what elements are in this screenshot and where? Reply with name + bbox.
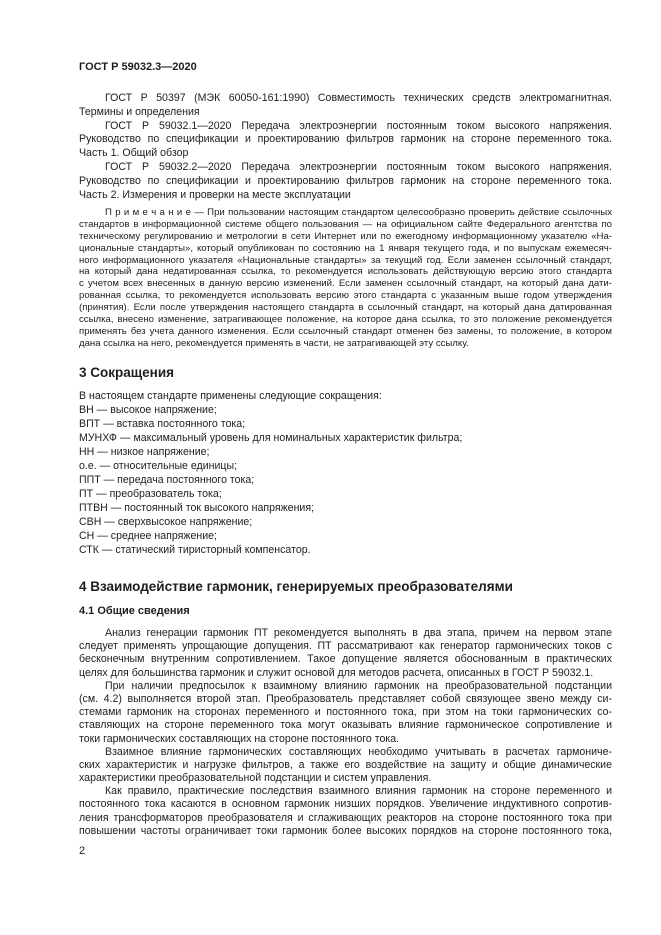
text-line: Часть 1. Общий обзор <box>79 147 189 160</box>
abbreviations-list <box>79 389 612 557</box>
section-3-heading: 3 Сокращения <box>79 365 174 380</box>
subsection-4-1-heading: 4.1 Общие сведения <box>79 605 190 617</box>
text-line: Взаимное влияние гармонических составляющих необходимо учитывать в расчетах гармониче- <box>105 745 612 758</box>
abbreviation-item: ПТ — преобразователь тока; <box>79 488 222 500</box>
text-line: Руководство по спецификации и проектированию фильтров гармоник на стороне переменного тока. <box>79 174 612 187</box>
text-line: Анализ генерации гармоник ПТ рекомендуется выполнять в два этапа, причем на первом этапе <box>105 627 612 639</box>
text-line: ГОСТ Р 59032.1—2020 Передача электроэнергии постоянным током высокого напряжения. <box>105 119 612 132</box>
text-line: ставляющих на стороне переменного тока могут оказывать влияние гармоническое сопротивление и <box>79 719 612 732</box>
abbreviation-item: ППТ — передача постоянного тока; <box>79 474 255 486</box>
abbreviation-item: МУНХФ — максимальный уровень для номинальных характеристик фильтра; <box>79 432 463 444</box>
text-line: повышении частоты ограничивает токи гармоник более высоких порядков на стороне постоянного тока, <box>79 824 612 837</box>
text-line: ного информационного указателя «Национальные стандарты» за текущий год. Если заменен ссылочный стандарт, <box>79 254 612 266</box>
text-line: бесконечным внутренним сопротивлением. Такое допущение является обоснованным в практических <box>79 653 612 666</box>
text-line: циональные стандарты», который опубликован по состоянию на 1 января текущего года, и по выпускам ежемесяч- <box>79 242 612 254</box>
text-line: Часть 2. Измерения и проверки на месте эксплуатации <box>79 188 351 201</box>
text-line: ления трансформаторов преобразователя и сглаживающих реакторов на стороне постоянного тока при <box>79 811 612 824</box>
section-4-heading: 4 Взаимодействие гармоник, генерируемых преобразователями <box>79 579 513 594</box>
abbreviations-intro: В настоящем стандарте применены следующие сокращения: <box>79 390 382 402</box>
text-line: токи гармонических составляющих на стороне постоянного тока. <box>79 732 400 745</box>
text-line: Руководство по спецификации и проектированию фильтров гармоник на стороне переменного тока. <box>79 133 612 146</box>
document-header: ГОСТ Р 59032.3—2020 <box>79 61 197 73</box>
text-line: ских характеристик и нагрузке фильтров, а также его воздействие на защиту и общие динамические <box>79 758 612 771</box>
text-line: с учетом всех внесенных в данную версию изменений. Если заменен ссылочный стандарт, на который дана дати- <box>79 278 612 290</box>
text-line: П р и м е ч а н и е — При пользовании настоящим стандартом целесообразно проверить действие ссылочных <box>105 207 612 218</box>
abbreviation-item: СВН — сверхвысокое напряжение; <box>79 516 253 528</box>
text-line: (принятия). Если после утверждения настоящего стандарта в ссылочный стандарт, на который дана датированная <box>79 302 612 314</box>
abbreviation-item: о.е. — относительные единицы; <box>79 460 238 472</box>
abbreviation-item: СН — среднее напряжение; <box>79 530 217 542</box>
abbreviation-item: ПТВН — постоянный ток высокого напряжения; <box>79 502 315 514</box>
text-line: стемами гармоник на сторонах переменного и постоянного тока, при этом на токи гармонических со- <box>79 706 612 719</box>
text-line: ссылка, внесено изменение, затрагивающее положение, на которое дана ссылка, то это положение рекомендуется <box>79 314 612 326</box>
text-line: техническому регулированию и метрологии в сети Интернет или по ежегодному информационному указателю «На- <box>79 230 612 242</box>
abbreviation-item: СТК — статический тиристорный компенсатор. <box>79 544 311 556</box>
normative-references <box>79 92 612 202</box>
text-line: на который дана недатированная ссылка, то рекомендуется использовать действующую версию этого стандарта <box>79 266 612 278</box>
abbreviation-item: ВПТ — вставка постоянного тока; <box>79 418 246 430</box>
text-line: Как правило, практические последствия взаимного влияния гармоник на стороне переменного и <box>105 785 612 798</box>
text-line: рованная ссылка, то рекомендуется использовать версию этого стандарта с указанным выше годом утверждения <box>79 290 612 302</box>
text-line: дана ссылка на него, рекомендуется применять в части, не затрагивающей эту ссылку. <box>79 337 469 349</box>
text-line: характеристики преобразовательной подстанции и систем управления. <box>79 772 432 785</box>
section-4-1-text <box>79 627 612 838</box>
text-line: целях для большинства гармоник и служит основой для методов расчета, описанных в ГОСТ Р 59032.1. <box>79 666 594 679</box>
text-line: следует применять упрощающие допущения. ПТ рассматривают как генератор гармонических токов с <box>79 640 612 653</box>
text-line: Термины и определения <box>79 105 200 118</box>
page-number: 2 <box>79 845 86 857</box>
text-line: постоянного тока касаются в основном гармоник низших порядков. Увеличение индуктивного сопротив- <box>79 798 612 811</box>
text-line: (см. 4.2) выполняется второй этап. Преобразователь представляет собой связующее звено между си- <box>79 692 612 705</box>
abbreviation-item: НН — низкое напряжение; <box>79 446 210 458</box>
text-line: применять без учета данного изменения. Если ссылочный стандарт отменен без замены, то положение, в котором <box>79 325 612 337</box>
note-block <box>79 207 612 350</box>
text-line: стандартов в информационной системе общего пользования — на официальном сайте Федерального агентства по <box>79 218 612 230</box>
text-line: При наличии предпосылок к взаимному влиянию гармоник на преобразовательной подстанции <box>105 679 612 692</box>
text-line: ГОСТ Р 59032.2—2020 Передача электроэнергии постоянным током высокого напряжения. <box>105 160 612 173</box>
abbreviation-item: ВН — высокое напряжение; <box>79 404 217 416</box>
text-line: ГОСТ Р 50397 (МЭК 60050-161:1990) Совместимость технических средств электромагнитная. <box>105 92 612 104</box>
